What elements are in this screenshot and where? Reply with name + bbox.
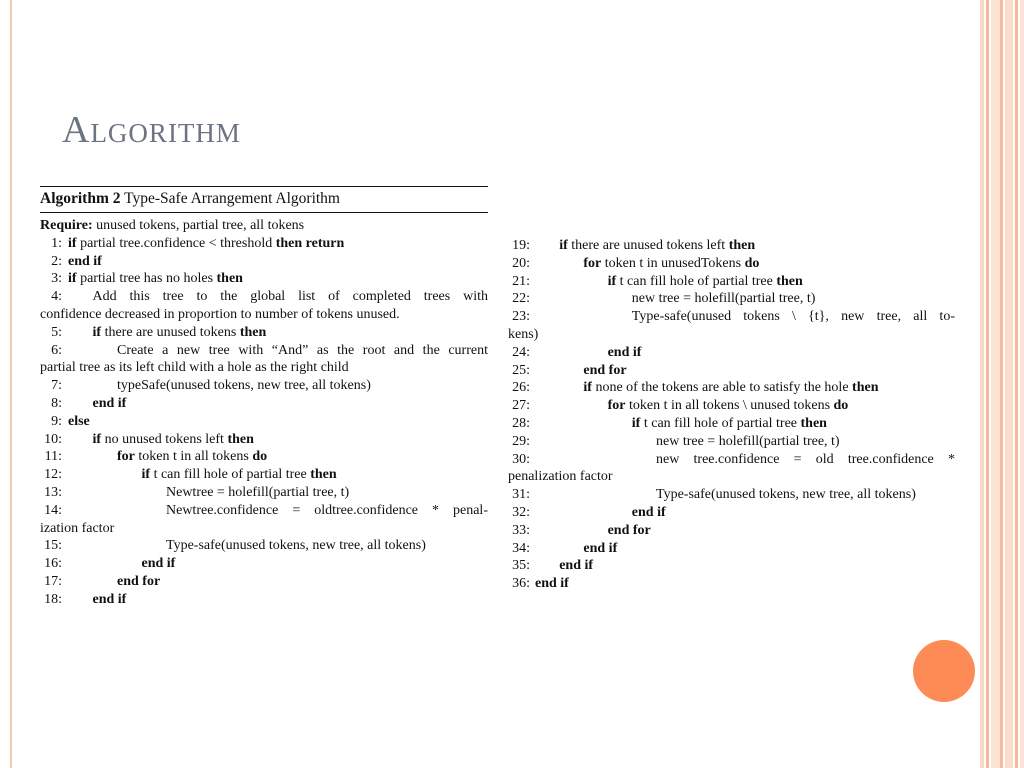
line-text: [632, 290, 816, 308]
line-number: 36:: [512, 576, 530, 592]
line-text: [117, 342, 488, 360]
algorithm-line-16: [40, 555, 488, 573]
keyword: for: [117, 449, 135, 465]
algorithm-line-9: [40, 413, 488, 431]
right-stripe: [1015, 0, 1018, 768]
statement-text: Create a new tree with “And” as the root and the current: [117, 342, 488, 358]
line-number: 26:: [512, 380, 530, 396]
algorithm-line-19: [508, 237, 955, 255]
keyword: end if: [631, 504, 666, 520]
line-text: [583, 255, 759, 273]
statement-text: token t in unusedTokens: [601, 255, 745, 271]
keyword: do: [252, 449, 268, 465]
algorithm-line-32: [508, 504, 955, 522]
slide-title: Algorithm: [62, 109, 241, 151]
algorithm-right-column: [508, 237, 955, 593]
line-text: [93, 324, 267, 342]
line-number: 13:: [44, 484, 62, 500]
statement-text: none of the tokens are able to satisfy the hole: [591, 380, 853, 396]
algorithm-line-20: [508, 255, 955, 273]
right-stripe: [991, 0, 1000, 768]
line-number: 28:: [512, 415, 530, 431]
line-text: [583, 379, 878, 397]
statement-text: token t in all tokens \ unused tokens: [625, 398, 834, 414]
algorithm-line-1: [40, 235, 488, 253]
line-text: [535, 575, 569, 593]
algorithm-line-15: [40, 537, 488, 555]
algorithm-line-26: [508, 379, 955, 397]
keyword: end if: [559, 558, 594, 574]
statement-text: partial tree has no holes: [76, 271, 217, 287]
line-text: [656, 433, 840, 451]
line-text: [93, 395, 127, 413]
statement-text: Newtree = holefill(partial tree, t): [166, 484, 350, 500]
line-text: [166, 537, 426, 555]
keyword: do: [833, 398, 849, 414]
line-number: 19:: [512, 238, 530, 253]
line-number: 2:: [51, 253, 62, 269]
algorithm-line-23: [508, 308, 955, 326]
line-number: 34:: [512, 540, 530, 556]
line-text: [68, 270, 243, 288]
statement-text: new tree = holefill(partial tree, t): [656, 433, 840, 449]
algorithm-label: Algorithm 2: [40, 190, 121, 207]
keyword: end if: [535, 576, 569, 592]
keyword: end if: [92, 591, 127, 607]
line-number: 30:: [512, 451, 530, 467]
line-text: [166, 502, 488, 520]
statement-text: partial tree.confidence < threshold: [76, 235, 276, 251]
line-number: 16:: [44, 556, 62, 572]
line-number: 17:: [44, 573, 62, 589]
keyword: then: [852, 380, 879, 396]
line-number: 20:: [512, 255, 530, 271]
line-number: 24:: [512, 344, 530, 360]
algorithm-line-35: [508, 557, 955, 575]
keyword: then: [728, 238, 756, 253]
line-number: 23:: [512, 309, 530, 325]
keyword: if: [631, 415, 641, 431]
line-text: [608, 397, 849, 415]
statement-text: there are unused tokens left: [567, 238, 729, 253]
statement-text: t can fill hole of partial tree: [616, 273, 777, 289]
statement-text: there are unused tokens: [101, 324, 240, 340]
line-number: 32:: [512, 504, 530, 520]
statement-text: typeSafe(unused tokens, new tree, all tokens): [117, 378, 371, 394]
keyword: if: [68, 235, 77, 251]
line-number: 11:: [44, 449, 62, 465]
algorithm-line-8: [40, 395, 488, 413]
keyword: if: [92, 324, 102, 340]
line-text: [142, 466, 337, 484]
require-line: [40, 217, 488, 235]
line-number: 31:: [512, 487, 530, 503]
right-stripe: [986, 0, 989, 768]
line-text: [166, 484, 349, 502]
require-keyword: Require:: [40, 218, 93, 233]
algorithm-line-22: [508, 290, 955, 308]
line-text: [117, 573, 160, 591]
line-text: [656, 486, 916, 504]
keyword: end for: [607, 522, 651, 538]
line-number: 6:: [51, 342, 62, 358]
algorithm-line-34: [508, 540, 955, 558]
keyword: do: [744, 255, 760, 271]
line-number: 21:: [512, 273, 530, 289]
line-text: [608, 344, 642, 362]
keyword: then: [227, 431, 254, 447]
algorithm-line-10: [40, 431, 488, 449]
algorithm-header: [40, 186, 488, 213]
statement-text: Type-safe(unused tokens, new tree, all tokens): [656, 487, 916, 503]
line-number: 4:: [51, 289, 62, 305]
statement-text: t can fill hole of partial tree: [640, 415, 801, 431]
line-number: 3:: [51, 271, 62, 287]
keyword: end if: [607, 344, 642, 360]
statement-text: Type-safe(unused tokens \ {t}, new tree, all to-: [631, 309, 955, 325]
statement-text: t can fill hole of partial tree: [150, 467, 311, 483]
keyword: end if: [92, 395, 127, 411]
line-number: 9:: [51, 413, 62, 429]
line-text: [632, 308, 955, 326]
keyword: then: [776, 273, 803, 289]
algorithm-line-2: [40, 253, 488, 271]
right-stripe: [1020, 0, 1024, 768]
right-stripe: [1005, 0, 1013, 768]
line-text: [608, 522, 651, 540]
line-text: [93, 591, 127, 609]
statement-text: Add this tree to the global list of completed trees with: [92, 289, 488, 305]
algorithm-line-7: [40, 377, 488, 395]
line-text: [632, 415, 827, 433]
keyword: end for: [583, 362, 627, 378]
statement-text: no unused tokens left: [101, 431, 228, 447]
algorithm-line-17: [40, 573, 488, 591]
algorithm-line-5: [40, 324, 488, 342]
keyword: for: [583, 255, 602, 271]
algorithm-line-21: [508, 273, 955, 291]
algorithm-line-24: [508, 344, 955, 362]
statement-text: new tree = holefill(partial tree, t): [631, 291, 816, 307]
keyword: if: [583, 380, 592, 396]
line-number: 10:: [44, 431, 62, 447]
line-text: [68, 413, 90, 431]
line-text: [68, 253, 102, 271]
line-number: 29:: [512, 433, 530, 449]
line-number: 27:: [512, 398, 530, 414]
statement-text: Newtree.confidence = oldtree.confidence * penal-: [166, 502, 488, 518]
line-text: [632, 504, 666, 522]
line-number: 14:: [44, 502, 62, 518]
keyword: end if: [68, 253, 102, 269]
line-number: 18:: [44, 591, 62, 607]
algorithm-line-12: [40, 466, 488, 484]
line-text: [583, 540, 617, 558]
line-number: 22:: [512, 291, 530, 307]
statement-text: new tree.confidence = old tree.confidence *: [656, 451, 955, 467]
line-text: [93, 288, 489, 306]
line-number: 25:: [512, 362, 530, 378]
algorithm-line-36: [508, 575, 955, 593]
line-number: 7:: [51, 378, 62, 394]
line-text: [608, 273, 803, 291]
keyword: if: [607, 273, 617, 289]
keyword: if: [92, 431, 102, 447]
left-accent-line: [10, 0, 12, 768]
algorithm-line-4: [40, 288, 488, 306]
algorithm-line-13: [40, 484, 488, 502]
right-stripe: [1000, 0, 1003, 768]
line-continuation: confidence decreased in proportion to number of tokens unused.: [40, 306, 400, 322]
line-text: [117, 377, 371, 395]
line-continuation: partial tree as its left child with a hole as the right child: [40, 360, 349, 376]
line-number: 15:: [44, 538, 62, 554]
keyword: if: [68, 271, 77, 287]
statement-text: Type-safe(unused tokens, new tree, all tokens): [166, 538, 426, 554]
keyword: if: [559, 238, 568, 253]
line-text: [559, 237, 755, 255]
keyword: end for: [117, 573, 161, 589]
keyword: if: [141, 467, 151, 483]
algorithm-line-18: [40, 591, 488, 609]
keyword: then return: [275, 235, 345, 251]
line-number: 35:: [512, 558, 530, 574]
line-text: [583, 362, 626, 380]
algorithm-line-14: [40, 502, 488, 520]
algorithm-line-6: [40, 342, 488, 360]
line-text: [559, 557, 593, 575]
line-continuation: ization factor: [40, 520, 115, 536]
line-continuation: kens): [508, 326, 539, 342]
line-text: [142, 555, 176, 573]
algorithm-line-28: [508, 415, 955, 433]
right-stripe: [980, 0, 984, 768]
statement-text: token t in all tokens: [134, 449, 253, 465]
algorithm-line-11: [40, 448, 488, 466]
algorithm-line-29: [508, 433, 955, 451]
algorithm-line-27: [508, 397, 955, 415]
algorithm-left-column: [40, 217, 488, 609]
algorithm-line-30: [508, 451, 955, 469]
algorithm-line-3: [40, 270, 488, 288]
line-number: 1:: [51, 235, 62, 251]
keyword: then: [216, 271, 243, 287]
require-text: unused tokens, partial tree, all tokens: [96, 218, 305, 233]
line-continuation: penalization factor: [508, 469, 613, 485]
line-text: [93, 431, 254, 449]
keyword: end if: [583, 540, 618, 556]
keyword: then: [310, 467, 337, 483]
keyword: end if: [141, 556, 176, 572]
keyword: then: [800, 415, 827, 431]
algorithm-line-31: [508, 486, 955, 504]
line-number: 33:: [512, 522, 530, 538]
line-text: [656, 451, 955, 469]
line-number: 5:: [51, 324, 62, 340]
line-number: 12:: [44, 467, 62, 483]
line-text: [68, 235, 344, 253]
line-number: 8:: [51, 395, 62, 411]
algorithm-name: Type-Safe Arrangement Algorithm: [124, 190, 340, 207]
algorithm-line-33: [508, 522, 955, 540]
line-text: [117, 448, 267, 466]
keyword: for: [607, 398, 626, 414]
accent-circle: [913, 640, 975, 702]
keyword: else: [68, 413, 90, 429]
keyword: then: [239, 324, 267, 340]
algorithm-line-25: [508, 362, 955, 380]
